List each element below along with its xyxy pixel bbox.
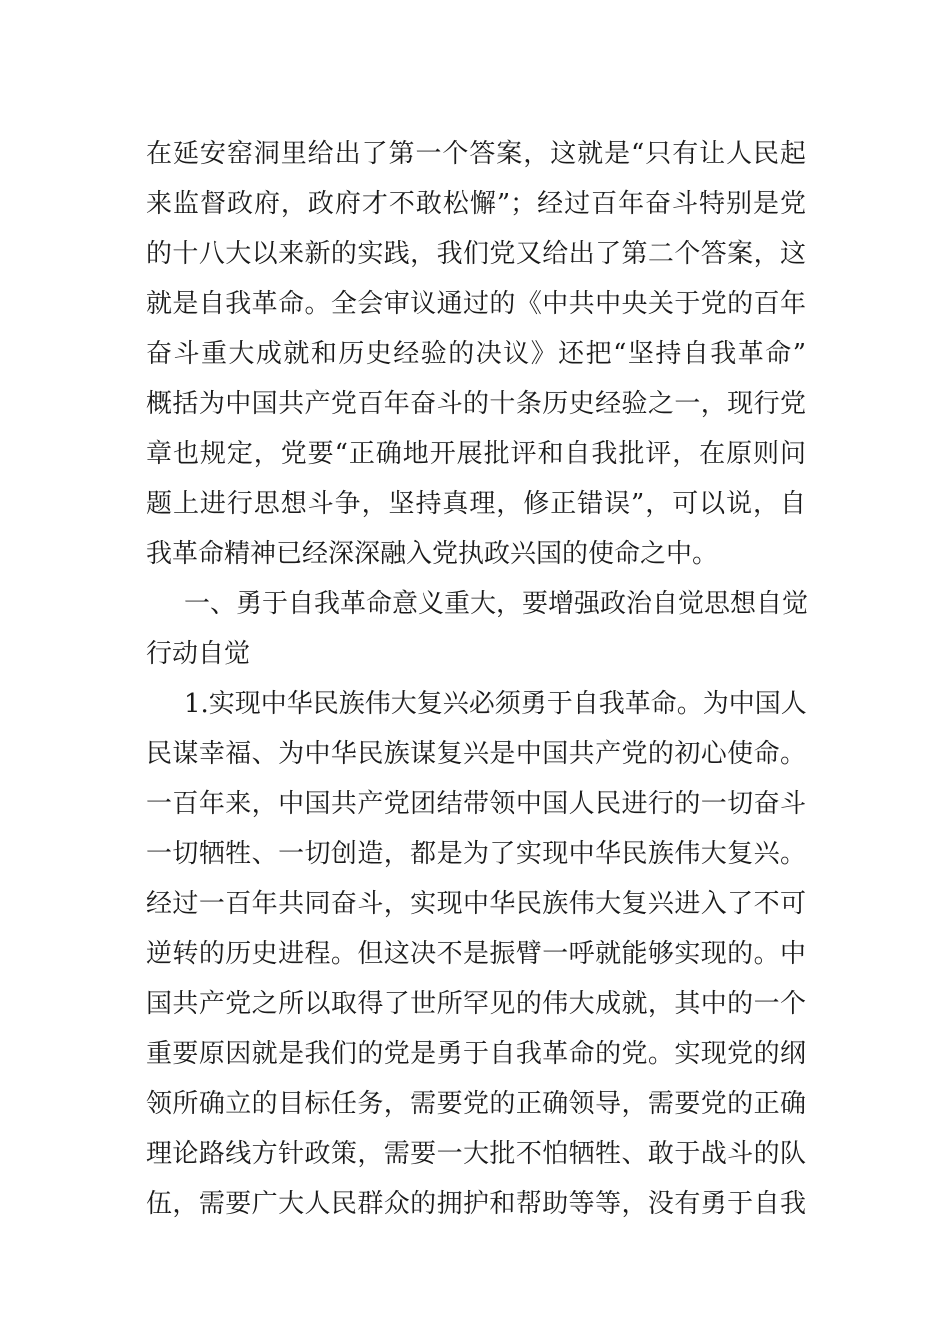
text-line: 题上进行思想斗争，坚持真理，修正错误”，可以说，自 bbox=[146, 489, 806, 519]
text-line: 理论路线方针政策，需要一大批不怕牺牲、敢于战斗的队 bbox=[146, 1139, 806, 1169]
text-line: 概括为中国共产党百年奋斗的十条历史经验之一，现行党 bbox=[146, 389, 806, 419]
text-line: 一切牺牲、一切创造，都是为了实现中华民族伟大复兴。 bbox=[146, 839, 806, 869]
text-line: 就是自我革命。全会审议通过的《中共中央关于党的百年 bbox=[146, 289, 806, 319]
text-line: 经过一百年共同奋斗，实现中华民族伟大复兴进入了不可 bbox=[146, 889, 806, 919]
text-line: 在延安窑洞里给出了第一个答案，这就是“只有让人民起 bbox=[146, 139, 806, 169]
text-line: 一百年来，中国共产党团结带领中国人民进行的一切奋斗 bbox=[146, 789, 806, 819]
text-line: 我革命精神已经深深融入党执政兴国的使命之中。 bbox=[146, 539, 719, 569]
text-line: 的十八大以来新的实践，我们党又给出了第二个答案，这 bbox=[146, 239, 806, 269]
section-heading-line: 行动自觉 bbox=[146, 639, 251, 669]
text-line: 重要原因就是我们的党是勇于自我革命的党。实现党的纲 bbox=[146, 1039, 806, 1069]
text-line: 民谋幸福、为中华民族谋复兴是中国共产党的初心使命。 bbox=[146, 739, 806, 769]
text-line: 逆转的历史进程。但这决不是振臂一呼就能够实现的。中 bbox=[146, 939, 806, 969]
section-heading-line: 一、勇于自我革命意义重大，要增强政治自觉思想自觉 bbox=[184, 589, 809, 619]
text-line: 奋斗重大成就和历史经验的决议》还把“坚持自我革命” bbox=[146, 339, 806, 369]
text-line: 领所确立的目标任务，需要党的正确领导，需要党的正确 bbox=[146, 1089, 806, 1119]
text-line: 章也规定，党要“正确地开展批评和自我批评，在原则问 bbox=[146, 439, 806, 469]
text-line: 1.实现中华民族伟大复兴必须勇于自我革命。为中国人 bbox=[184, 689, 807, 719]
text-line: 来监督政府，政府才不敢松懈”；经过百年奋斗特别是党 bbox=[146, 189, 806, 219]
text-line: 国共产党之所以取得了世所罕见的伟大成就，其中的一个 bbox=[146, 989, 806, 1019]
text-line: 伍，需要广大人民群众的拥护和帮助等等，没有勇于自我 bbox=[146, 1189, 806, 1219]
